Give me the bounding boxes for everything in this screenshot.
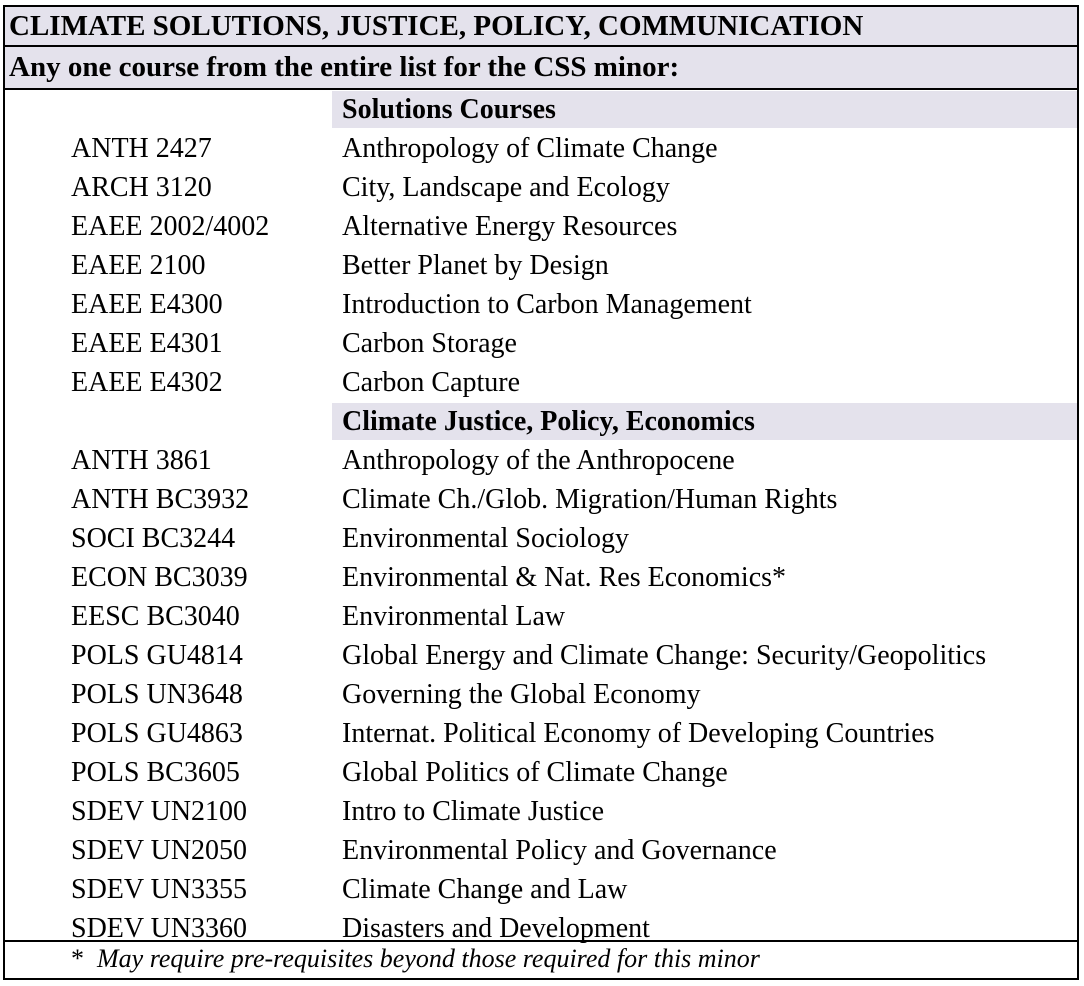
course-name: Disasters and Development — [342, 913, 650, 944]
course-name: Introduction to Carbon Management — [342, 289, 752, 320]
table-row — [5, 597, 1077, 636]
table-row — [5, 363, 1077, 402]
table-row — [5, 792, 1077, 831]
table-row — [5, 714, 1077, 753]
course-name: Carbon Capture — [342, 367, 521, 398]
table-row — [5, 207, 1077, 246]
course-name: City, Landscape and Ecology — [342, 172, 670, 203]
table-row — [5, 675, 1077, 714]
table-row — [5, 519, 1077, 558]
course-code: POLS GU4814 — [71, 640, 243, 671]
course-code: SDEV UN3360 — [71, 913, 248, 944]
course-code: EAEE 2002/4002 — [71, 211, 270, 242]
table-row — [5, 870, 1077, 909]
course-name: Governing the Global Economy — [342, 679, 701, 710]
table-row — [5, 129, 1077, 168]
table-row — [5, 168, 1077, 207]
course-name: Environmental Sociology — [342, 523, 629, 554]
table-title: CLIMATE SOLUTIONS, JUSTICE, POLICY, COMMUNICATION — [5, 7, 1077, 47]
course-code: ARCH 3120 — [71, 172, 212, 203]
course-code: SOCI BC3244 — [71, 523, 236, 554]
footnote — [5, 940, 1077, 978]
course-name: Global Politics of Climate Change — [342, 757, 728, 788]
course-name: Anthropology of Climate Change — [342, 133, 718, 164]
course-name: Climate Ch./Glob. Migration/Human Rights — [342, 484, 838, 515]
footnote-text: May require pre-requisites beyond those required for this minor — [97, 944, 760, 973]
table-row — [5, 753, 1077, 792]
course-name: Better Planet by Design — [342, 250, 609, 281]
course-code: ECON BC3039 — [71, 562, 248, 593]
table-row — [5, 285, 1077, 324]
table-subtitle: Any one course from the entire list for the CSS minor: — [5, 47, 1077, 90]
course-code: ANTH 2427 — [71, 133, 212, 164]
table-row — [5, 558, 1077, 597]
course-list-table — [3, 5, 1079, 980]
course-code: SDEV UN2050 — [71, 835, 248, 866]
course-name: Internat. Political Economy of Developing Countries — [342, 718, 935, 749]
course-name: Alternative Energy Resources — [342, 211, 678, 242]
course-name: Global Energy and Climate Change: Security/Geopolitics — [342, 640, 987, 671]
course-name: Environmental Law — [342, 601, 566, 632]
course-code: SDEV UN3355 — [71, 874, 248, 905]
course-code: POLS GU4863 — [71, 718, 243, 749]
course-name: Carbon Storage — [342, 328, 517, 359]
section-heading-row — [5, 90, 1077, 129]
course-name: Environmental Policy and Governance — [342, 835, 777, 866]
course-name: Anthropology of the Anthropocene — [342, 445, 735, 476]
table-row — [5, 324, 1077, 363]
table-row — [5, 831, 1077, 870]
section-heading-solutions: Solutions Courses — [332, 91, 1077, 128]
course-name: Environmental & Nat. Res Economics* — [342, 562, 787, 593]
course-code: EAEE 2100 — [71, 250, 206, 281]
section-heading-justice-policy: Climate Justice, Policy, Economics — [332, 403, 1077, 440]
footnote-marker: * — [71, 944, 84, 973]
table-row — [5, 480, 1077, 519]
course-code: ANTH 3861 — [71, 445, 212, 476]
course-code: ANTH BC3932 — [71, 484, 250, 515]
course-code: POLS BC3605 — [71, 757, 240, 788]
course-code: EAEE E4300 — [71, 289, 223, 320]
section-heading-row — [5, 402, 1077, 441]
course-code: POLS UN3648 — [71, 679, 243, 710]
table-row — [5, 441, 1077, 480]
course-name: Climate Change and Law — [342, 874, 628, 905]
table-row — [5, 636, 1077, 675]
course-code: EAEE E4301 — [71, 328, 223, 359]
course-list-body — [5, 90, 1077, 948]
course-code: EAEE E4302 — [71, 367, 223, 398]
course-code: SDEV UN2100 — [71, 796, 248, 827]
table-row — [5, 246, 1077, 285]
course-code: EESC BC3040 — [71, 601, 240, 632]
course-name: Intro to Climate Justice — [342, 796, 605, 827]
